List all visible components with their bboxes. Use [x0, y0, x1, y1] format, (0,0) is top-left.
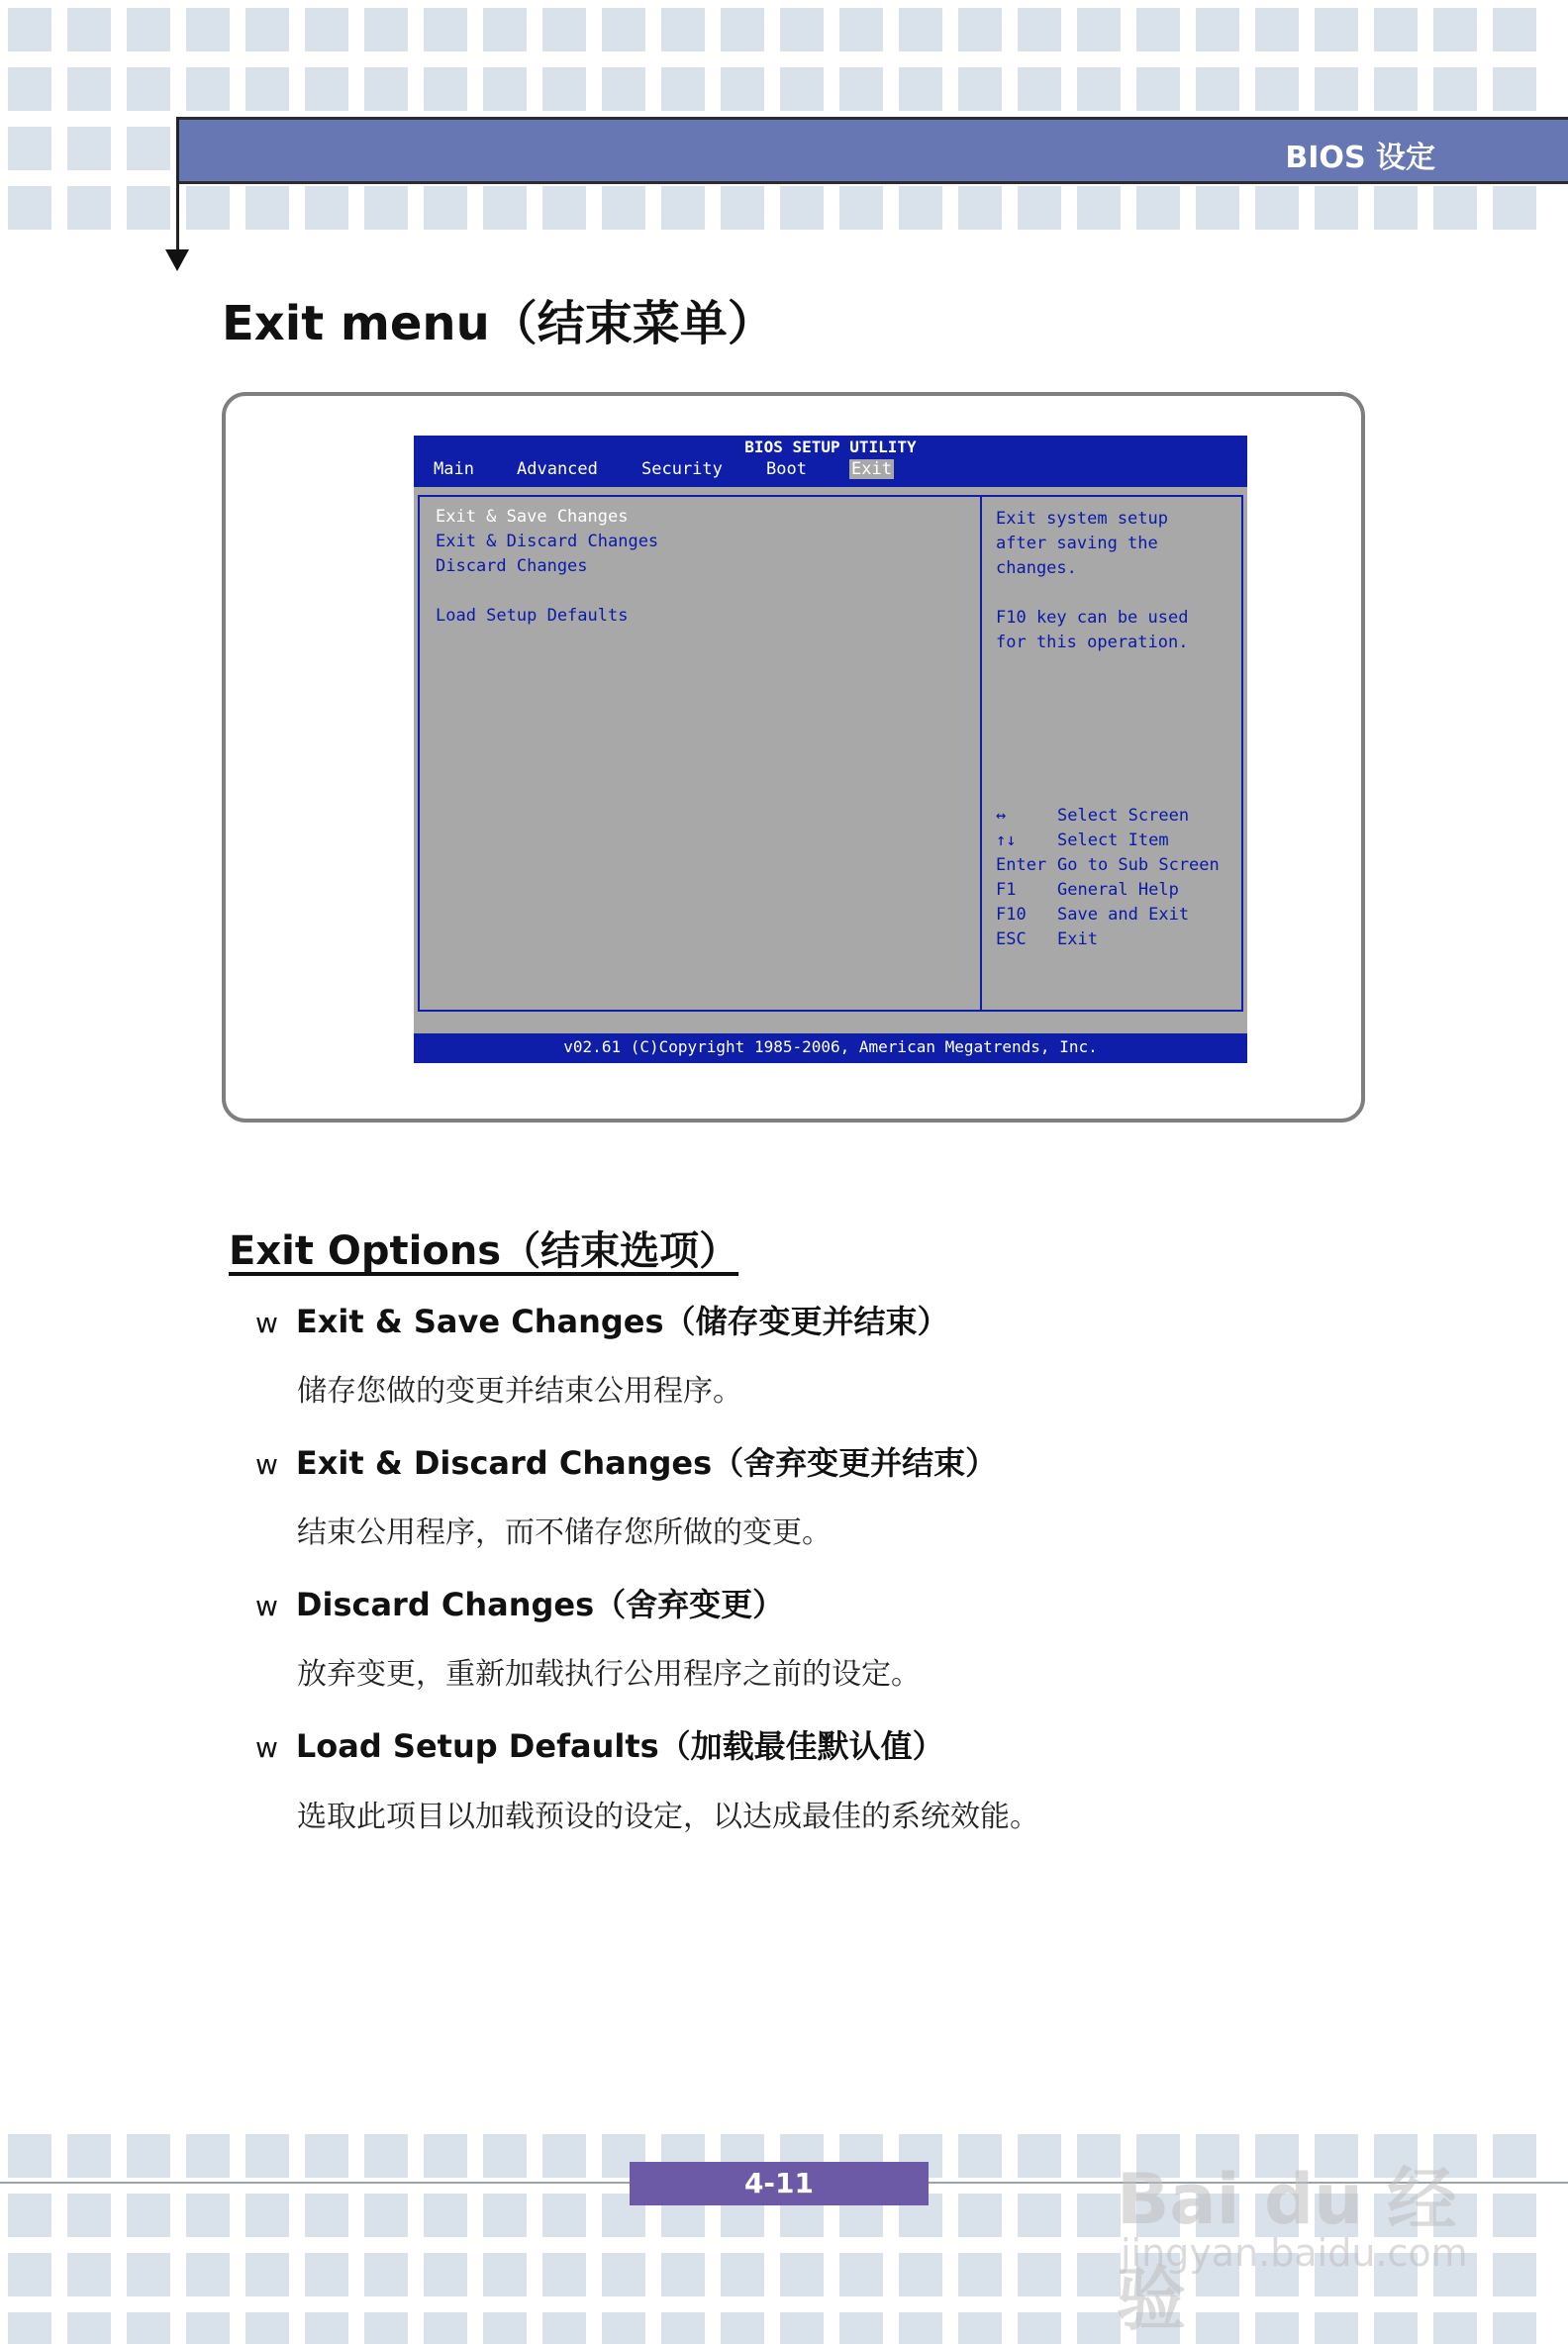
- bios-key-desc: Go to Sub Screen: [1057, 855, 1220, 875]
- baidu-watermark: [1107, 2136, 1503, 2340]
- section-title: Exit Options（结束选项）: [229, 1228, 739, 1274]
- header-vertical-line: [176, 117, 179, 255]
- watermark-url: jingyan.baidu.com: [1121, 2231, 1468, 2275]
- bios-key-desc: Select Screen: [1057, 806, 1190, 826]
- bios-item-exit-save[interactable]: Exit & Save Changes: [436, 507, 629, 527]
- header-arrow-icon: [165, 249, 189, 271]
- option-title-exit-discard: [255, 1438, 997, 1484]
- bios-key-desc: General Help: [1057, 880, 1179, 900]
- option-desc-load-defaults: 选取此项目以加载预设的设定，以达成最佳的系统效能。: [297, 1800, 1039, 1834]
- bios-item-discard[interactable]: Discard Changes: [436, 556, 588, 576]
- bios-item-panel: [418, 495, 982, 1012]
- bios-key-desc: Select Item: [1057, 830, 1169, 850]
- option-title-text: Exit & Save Changes（储存变更并结束）: [295, 1303, 949, 1340]
- bios-key-desc: Exit: [1057, 929, 1098, 949]
- option-title-load-defaults: [255, 1721, 944, 1767]
- bios-utility-title: BIOS SETUP UTILITY: [744, 438, 917, 456]
- bullet-icon: w: [255, 1448, 278, 1481]
- bullet-icon: w: [255, 1307, 278, 1339]
- bios-key-row: [996, 804, 1220, 829]
- bios-item-exit-discard[interactable]: Exit & Discard Changes: [436, 532, 659, 551]
- bios-item-load-defaults[interactable]: Load Setup Defaults: [436, 606, 629, 626]
- option-desc-exit-save: 储存您做的变更并结束公用程序。: [297, 1374, 742, 1409]
- bullet-icon: w: [255, 1731, 278, 1764]
- bios-help-line: after saving the: [996, 534, 1158, 553]
- page-title: Exit menu（结束菜单）: [222, 296, 775, 351]
- bios-key: F1: [996, 880, 1017, 900]
- bios-key-desc: Save and Exit: [1057, 905, 1190, 925]
- page-number: 4-11: [630, 2162, 929, 2205]
- bios-help-line: changes.: [996, 558, 1077, 578]
- option-title-discard: [255, 1580, 784, 1625]
- bios-menu-main[interactable]: Main: [434, 459, 474, 479]
- bios-key: ↔: [996, 806, 1007, 826]
- bios-menu-security[interactable]: Security: [641, 459, 723, 479]
- bios-key: Enter: [996, 855, 1047, 875]
- option-title-text: Discard Changes（舍弃变更）: [295, 1586, 785, 1623]
- bios-help-line: for this operation.: [996, 633, 1189, 652]
- bullet-icon: w: [255, 1590, 278, 1622]
- watermark-text: Bai du 经验: [1117, 2159, 1457, 2340]
- bios-help-line: F10 key can be used: [996, 608, 1189, 628]
- option-desc-exit-discard: 结束公用程序，而不储存您所做的变更。: [297, 1515, 832, 1550]
- bios-key-row: [996, 853, 1220, 878]
- bios-help-line: Exit system setup: [996, 509, 1168, 529]
- bios-help-panel: [980, 495, 1243, 1012]
- bios-key-row: [996, 878, 1220, 903]
- bios-screenshot: [414, 436, 1247, 1063]
- option-title-text: Load Setup Defaults（加载最佳默认值）: [295, 1727, 944, 1765]
- bios-menu-advanced[interactable]: Advanced: [517, 459, 598, 479]
- bios-key-row: [996, 829, 1220, 853]
- bios-key: F10: [996, 905, 1027, 925]
- option-desc-discard: 放弃变更，重新加载执行公用程序之前的设定。: [297, 1657, 921, 1692]
- bios-key: ESC: [996, 929, 1027, 949]
- header-title: BIOS 设定: [1285, 141, 1435, 175]
- bios-copyright: v02.61 (C)Copyright 1985-2006, American Megatrends, Inc.: [414, 1033, 1247, 1063]
- bios-key: ↑↓: [996, 830, 1017, 850]
- bios-key-row: [996, 928, 1220, 952]
- bios-key-legend: [996, 804, 1220, 952]
- option-title-text: Exit & Discard Changes（舍弃变更并结束）: [295, 1444, 998, 1482]
- bios-menu-exit[interactable]: Exit: [851, 459, 892, 479]
- option-title-exit-save: [255, 1297, 949, 1342]
- bios-key-row: [996, 903, 1220, 928]
- bios-menu-boot[interactable]: Boot: [766, 459, 807, 479]
